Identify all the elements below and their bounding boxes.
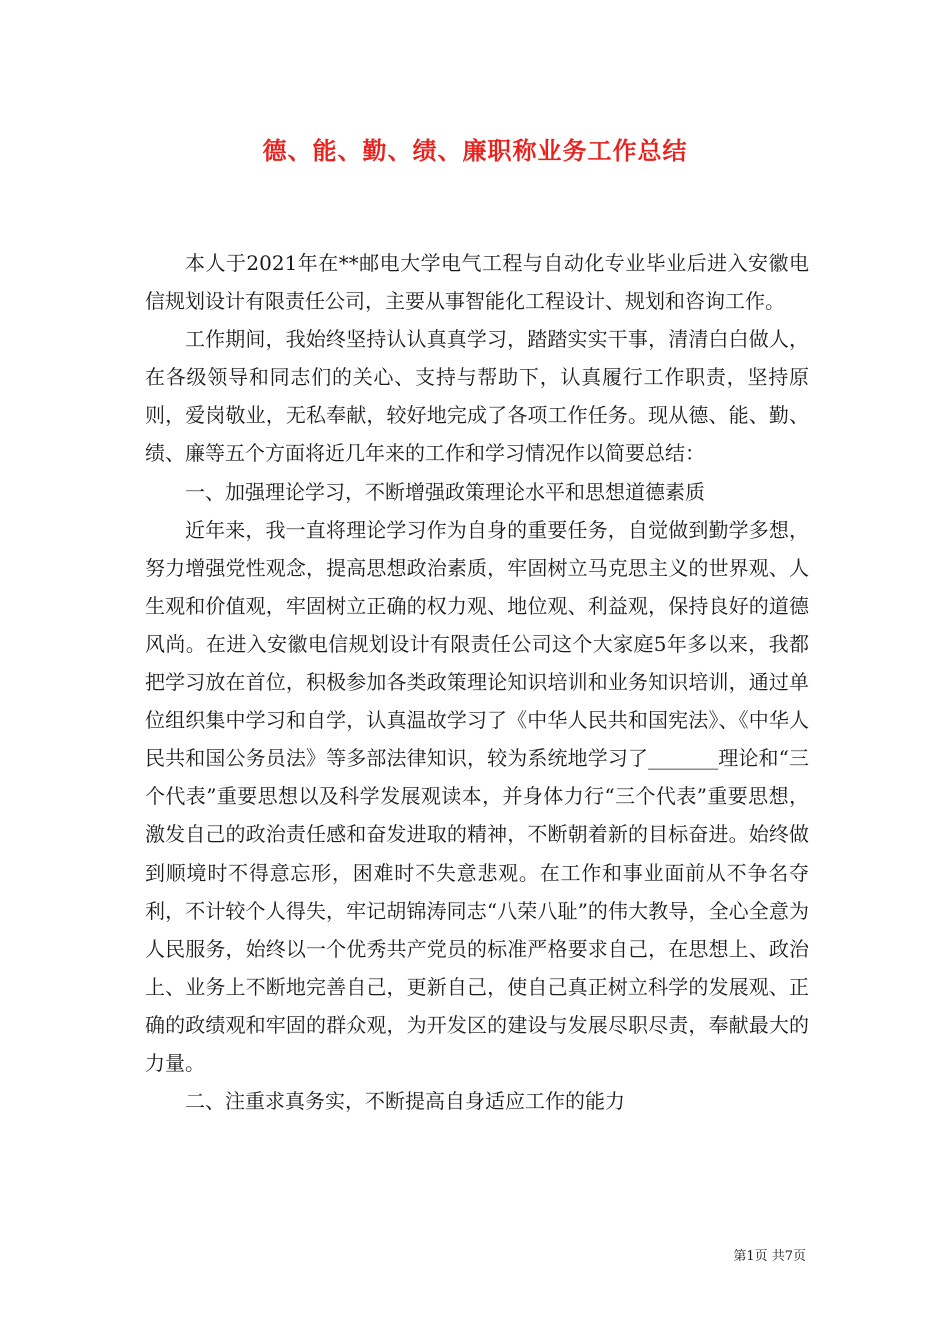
document-title: 德、能、勤、绩、廉职称业务工作总结 <box>262 136 688 165</box>
section-heading-1: 一、加强理论学习，不断增强政策理论水平和思想道德素质 <box>185 479 705 504</box>
document-body <box>145 244 809 1120</box>
paragraph-theory-study: 近年来，我一直将理论学习作为自身的重要任务，自觉做到勤学多想，努力增强党性观念，提高思想政治素质，牢固树立马克思主义的世界观、人生观和价值观，牢固树立正确的权力观、地位观、利益观，保持良好的道德风尚。在进入安徽电信规划设计有限责任公司这个大家庭5年多以来，我都把学习放在首位，积极参加各类政策理论知识培训和业务知识培训，通过单位组织集中学习和自学，认真温故学习了《中华人民共和国宪法》、《中华人民共和国公务员法》等多部法律知识，较为系统地学习了_______理论和“三个代表”重要思想以及科学发展观读本，并身体力行“三个代表”重要思想，激发自己的政治责任感和奋发进取的精神，不断朝着新的目标奋进。始终做到顺境时不得意忘形，困难时不失意悲观。在工作和事业面前从不争名夺利，不计较个人得失，牢记胡锦涛同志“八荣八耻”的伟大教导，全心全意为人民服务，始终以一个优秀共产党员的标准严格要求自己，在思想上、政治上、业务上不断地完善自己，更新自己，使自己真正树立科学的发展观、正确的政绩观和牢固的群众观，为开发区的建设与发展尽职尽责，奉献最大的力量。 <box>145 517 809 1075</box>
page-number: 第1页 共7页 <box>733 1249 806 1264</box>
paragraph-work-period: 工作期间，我始终坚持认认真真学习，踏踏实实干事，清清白白做人，在各级领导和同志们的关心、支持与帮助下，认真履行工作职责，坚持原则，爱岗敬业，无私奉献，较好地完成了各项工作任务。现从德、能、勤、绩、廉等五个方面将近几年来的工作和学习情况作以简要总结： <box>145 327 809 466</box>
paragraph-intro: 本人于2021年在**邮电大学电气工程与自动化专业毕业后进入安徽电信规划设计有限责任公司，主要从事智能化工程设计、规划和咨询工作。 <box>145 251 809 314</box>
section-heading-2: 二、注重求真务实，不断提高自身适应工作的能力 <box>185 1089 625 1114</box>
